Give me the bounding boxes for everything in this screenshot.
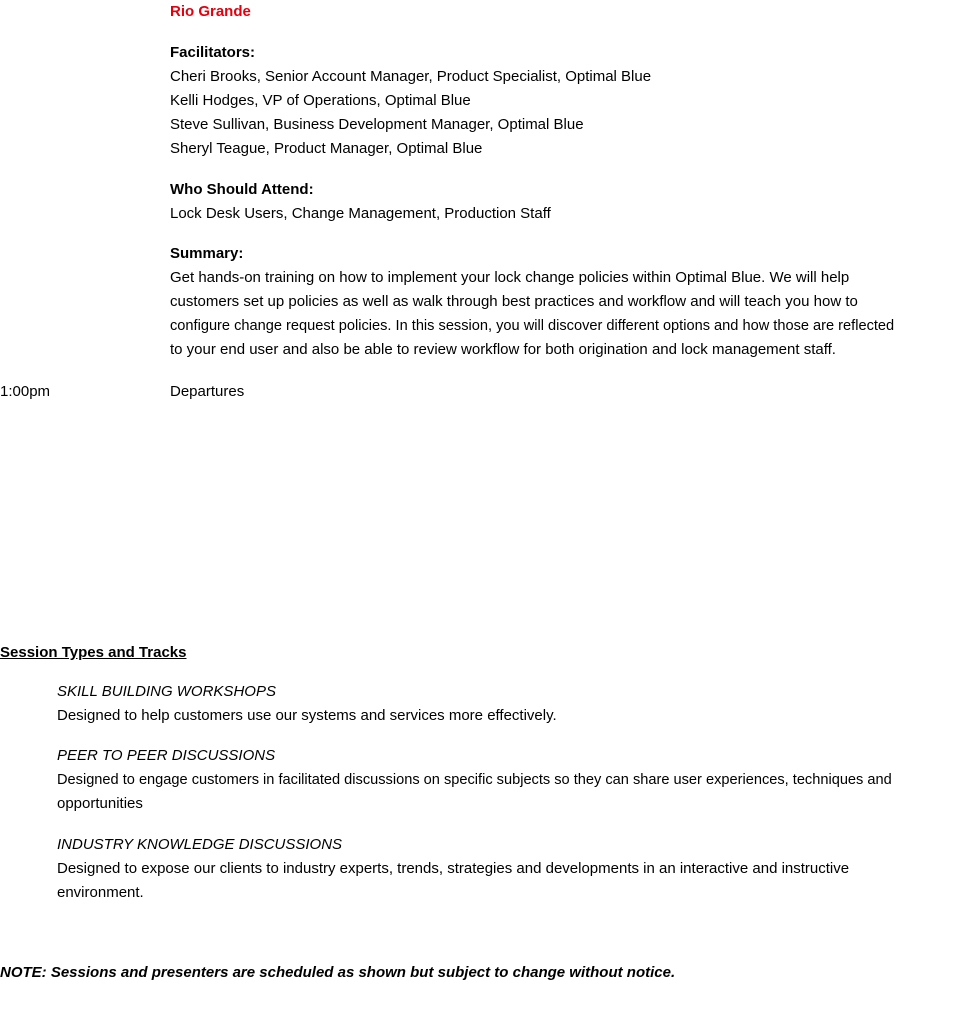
track-description: Designed to engage customers in facilitated discussions on specific subjects so they can share user experiences, techniques and <box>57 772 892 788</box>
facilitators-section <box>170 41 960 161</box>
summary-line: to your end user and also be able to review workflow for both origination and lock management staff. <box>170 341 836 358</box>
track-name: SKILL BUILDING WORKSHOPS <box>57 683 276 700</box>
track-item <box>57 680 957 728</box>
disclaimer-note: NOTE: Sessions and presenters are scheduled as shown but subject to change without notice. <box>0 964 676 981</box>
track-name: PEER TO PEER DISCUSSIONS <box>57 747 276 764</box>
summary-line: Get hands-on training on how to implement your lock change policies within Optimal Blue. We will help <box>170 269 850 286</box>
tracks-title: Session Types and Tracks <box>0 644 187 661</box>
facilitators-heading: Facilitators: <box>170 44 256 61</box>
summary-line: configure change request policies. In this session, you will discover different options and how those are reflected <box>170 318 895 334</box>
attend-text: Lock Desk Users, Change Management, Production Staff <box>170 205 551 222</box>
summary-section <box>170 242 960 362</box>
track-description: Designed to help customers use our systems and services more effectively. <box>57 707 557 724</box>
schedule-event: Departures <box>170 383 245 400</box>
track-description: opportunities <box>57 795 143 812</box>
facilitator-item: Cheri Brooks, Senior Account Manager, Product Specialist, Optimal Blue <box>170 68 652 85</box>
attend-heading: Who Should Attend: <box>170 181 314 198</box>
schedule-time: 1:00pm <box>0 383 51 400</box>
attend-section <box>170 178 960 226</box>
facilitator-item: Kelli Hodges, VP of Operations, Optimal Blue <box>170 92 471 109</box>
track-item <box>57 833 957 905</box>
facilitator-item: Sheryl Teague, Product Manager, Optimal Blue <box>170 140 483 157</box>
room-name: Rio Grande <box>170 3 251 20</box>
track-item <box>57 744 957 816</box>
track-name: INDUSTRY KNOWLEDGE DISCUSSIONS <box>57 836 343 853</box>
facilitator-item: Steve Sullivan, Business Development Manager, Optimal Blue <box>170 116 584 133</box>
track-description: Designed to expose our clients to industry experts, trends, strategies and developments in an interactive and instructive <box>57 860 850 877</box>
summary-heading: Summary: <box>170 245 244 262</box>
summary-line: customers set up policies as well as walk through best practices and workflow and will teach you how to <box>170 293 858 310</box>
track-description: environment. <box>57 884 144 901</box>
